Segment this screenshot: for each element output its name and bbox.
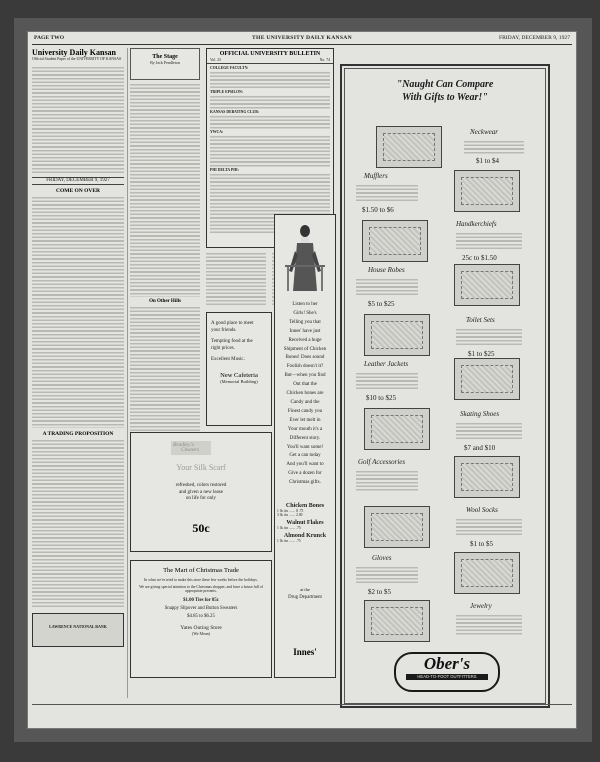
editorial-heading-come-on-over: COME ON OVER bbox=[56, 187, 100, 194]
innes-product-2-price: 1 lb. tin ....... .75 bbox=[277, 526, 301, 530]
bank-ad bbox=[32, 613, 124, 647]
issue-date: FRIDAY, DECEMBER 9, 1927 bbox=[498, 35, 570, 41]
item-toilet-sets-price: $1 to $25 bbox=[468, 350, 495, 358]
innes-product-3: Almond Krunck bbox=[283, 533, 327, 539]
innes-line-4: Innes' have just bbox=[289, 328, 321, 334]
neckwear-illustration bbox=[376, 126, 442, 168]
item-skating-shoes-desc bbox=[456, 422, 522, 440]
mart-para-2: We are giving special attention to the Christmas shopper, and have a house full of appropriate presents. bbox=[139, 584, 263, 594]
item-gloves-price: $2 to $5 bbox=[368, 588, 391, 596]
cleaners-logo-block bbox=[171, 441, 211, 455]
stage-header-box bbox=[130, 48, 200, 80]
innes-line-17: You'll want some! bbox=[286, 444, 324, 450]
innes-department: Drug Department bbox=[288, 595, 322, 600]
obers-headline-line-2: With Gifts to Wear!" bbox=[402, 92, 488, 103]
innes-line-15: Your mouth it's a bbox=[287, 426, 323, 432]
house-robes-illustration bbox=[454, 264, 520, 306]
bulletin-notices bbox=[207, 64, 333, 234]
innes-candy-ad bbox=[274, 214, 336, 678]
innes-product-1-price-a: 1 lb. tin ....... $ .75 bbox=[277, 509, 304, 513]
cafeteria-line-2: your friends. bbox=[211, 327, 237, 333]
newspaper-name: THE UNIVERSITY DAILY KANSAN bbox=[252, 35, 352, 41]
editorial-body-1 bbox=[32, 196, 124, 428]
item-leather-jackets-price: $10 to $25 bbox=[366, 394, 396, 402]
masthead-title: University Daily Kansan bbox=[32, 48, 117, 57]
innes-store-name: Innes' bbox=[293, 647, 317, 657]
editorial-dateline: FRIDAY, DECEMBER 9, 1927 bbox=[32, 177, 124, 185]
bulletin-heading-ywca: YWCA: bbox=[210, 130, 224, 134]
innes-product-1: Chicken Bones bbox=[285, 503, 325, 509]
innes-line-18: Get a can today bbox=[289, 453, 321, 459]
innes-line-2: Girls! She's bbox=[293, 310, 317, 316]
item-wool-socks-name: Wool Socks bbox=[466, 506, 498, 514]
cleaners-line-2: and given a new lease bbox=[179, 489, 223, 495]
bulletin-heading-faculty: COLLEGE FACULTY: bbox=[210, 66, 249, 70]
innes-product-1-price-b: 3 lb. tin ....... 2.00 bbox=[277, 513, 303, 517]
item-leather-jackets-desc bbox=[356, 372, 418, 390]
cafeteria-ad bbox=[206, 312, 272, 426]
stage-title: The Stage bbox=[152, 54, 178, 60]
obers-logo-text: Ober's bbox=[423, 654, 471, 673]
innes-at: at the bbox=[300, 587, 310, 592]
wool-socks-illustration bbox=[364, 506, 430, 548]
leather-jackets-illustration bbox=[454, 358, 520, 400]
bulletin-notice-4 bbox=[210, 135, 330, 167]
stage-byline: By Jack Pendleton bbox=[150, 60, 180, 65]
skating-shoes-illustration bbox=[364, 408, 430, 450]
innes-line-19: And you'll want to bbox=[286, 462, 324, 468]
cleaners-ad bbox=[130, 432, 272, 552]
item-handkerchiefs-name: Handkerchiefs bbox=[456, 220, 497, 228]
bank-ad-text: LAWRENCE NATIONAL BANK bbox=[49, 623, 107, 629]
innes-price-list bbox=[277, 503, 333, 543]
bulletin-number: No. 74 bbox=[319, 58, 330, 62]
innes-line-10: Out that the bbox=[293, 382, 317, 388]
item-neckwear-price: $1 to $4 bbox=[476, 157, 499, 165]
item-golf-accessories-name: Golf Accessories bbox=[358, 458, 406, 466]
item-mufflers-name: Mufflers bbox=[364, 172, 388, 180]
bottom-rule bbox=[32, 704, 572, 705]
cafeteria-line-1: A good place to meet bbox=[211, 321, 254, 326]
other-hills-body bbox=[130, 306, 200, 436]
innes-copy bbox=[275, 301, 335, 488]
cafeteria-location: (Memorial Building) bbox=[220, 378, 258, 384]
item-wool-socks-desc bbox=[456, 518, 522, 536]
bulletin-heading-epsilon: TRIPLE EPSILON: bbox=[210, 90, 244, 94]
item-skating-shoes-price: $7 and $10 bbox=[464, 444, 496, 452]
mart-store-sub: (We Mean) bbox=[191, 630, 210, 636]
mart-sweater-line: Snappy Slipover and Button Sweaters bbox=[164, 605, 238, 611]
bulletin-heading-debating: KANSAS DEBATING CLUB: bbox=[210, 110, 260, 114]
item-handkerchiefs-desc bbox=[456, 232, 522, 250]
cleaners-copy bbox=[131, 483, 271, 503]
cafeteria-line-5: Excellent Music. bbox=[211, 357, 245, 362]
christmas-mart-ad bbox=[130, 560, 272, 678]
mart-sweater-prices bbox=[131, 614, 271, 620]
innes-line-3: Telling you that bbox=[289, 319, 321, 325]
cleaners-price: 50c bbox=[192, 521, 210, 535]
item-house-robes-desc bbox=[356, 278, 418, 296]
item-golf-accessories-desc bbox=[356, 470, 418, 492]
editorial-body-2 bbox=[32, 439, 124, 607]
innes-line-16: Different story. bbox=[289, 435, 321, 441]
woman-figure-illustration bbox=[283, 221, 327, 295]
innes-line-8: Foolish doesn't it? bbox=[286, 364, 324, 370]
news-brief-1 bbox=[206, 252, 266, 306]
bulletin-issue-line bbox=[207, 57, 333, 64]
cleaners-line-3: on life for only bbox=[185, 496, 217, 501]
mufflers-illustration bbox=[454, 170, 520, 212]
item-gloves-desc bbox=[356, 566, 418, 584]
item-handkerchiefs-price: 25c to $1.50 bbox=[462, 254, 497, 262]
innes-line-6: Shipment of Chicken bbox=[283, 346, 327, 352]
innes-line-20: Give a dozen for bbox=[288, 471, 322, 477]
column-rule bbox=[127, 48, 128, 698]
innes-line-7: Bones! Does sound bbox=[285, 355, 325, 361]
mart-para-1: In what we've tried to make this store these few weeks before the holidays. bbox=[144, 578, 258, 582]
masthead-subtitle: Official Student Paper of the UNIVERSITY OF KANSAS bbox=[32, 57, 122, 61]
cafeteria-line-4: right prices. bbox=[211, 345, 235, 351]
obers-gift-ad bbox=[340, 64, 550, 708]
cleaners-brand: Bradley's bbox=[173, 442, 194, 448]
bulletin-title: OFFICIAL UNIVERSITY BULLETIN bbox=[219, 51, 321, 57]
gloves-illustration bbox=[454, 552, 520, 594]
bulletin-volume: Vol. 23 bbox=[210, 58, 221, 62]
bulletin-heading-phi: PHI DELTA PHI: bbox=[210, 168, 239, 172]
item-mufflers-price: $1.50 to $6 bbox=[362, 206, 394, 214]
innes-line-13: Finest candy you bbox=[287, 408, 323, 414]
item-neckwear-name: Neckwear bbox=[470, 128, 498, 136]
editorial-column bbox=[32, 48, 124, 647]
item-wool-socks-price: $1 to $5 bbox=[470, 540, 493, 548]
obers-tagline: HEAD-TO-FOOT OUTFITTERS bbox=[406, 674, 488, 680]
item-toilet-sets-name: Toilet Sets bbox=[466, 316, 495, 324]
other-hills-title: On Other Hills bbox=[149, 299, 181, 304]
item-mufflers-desc bbox=[356, 184, 418, 202]
item-toilet-sets-desc bbox=[456, 328, 522, 346]
handkerchiefs-illustration bbox=[362, 220, 428, 262]
item-skating-shoes-name: Skating Shoes bbox=[460, 410, 500, 418]
stage-column bbox=[130, 48, 200, 436]
item-house-robes-price: $5 to $25 bbox=[368, 300, 395, 308]
editorial-heading-trading: A TRADING PROPOSITION bbox=[42, 430, 114, 437]
bulletin-notice-2 bbox=[210, 95, 330, 109]
innes-product-3-price: 1 lb. tin ....... .75 bbox=[277, 539, 301, 543]
mart-tie-offer: $1.00 Ties for 85c bbox=[183, 597, 219, 603]
staff-listing bbox=[32, 66, 124, 174]
item-jewelry-name: Jewelry bbox=[470, 602, 492, 610]
jewelry-illustration bbox=[364, 600, 430, 642]
bulletin-notice-3 bbox=[210, 115, 330, 129]
innes-line-21: Christmas gifts. bbox=[289, 480, 321, 486]
cafeteria-copy bbox=[207, 313, 271, 364]
cleaners-word: Cleaners bbox=[181, 448, 200, 453]
innes-line-1: Listen to her bbox=[292, 302, 318, 307]
obers-headline bbox=[342, 78, 548, 104]
innes-line-9: But—when you find bbox=[284, 373, 326, 379]
innes-line-5: Received a huge bbox=[288, 337, 322, 343]
obers-headline-line-1: "Naught Can Compare bbox=[396, 79, 494, 90]
header-rule bbox=[32, 44, 572, 45]
mart-price-low: $4.85 bbox=[187, 613, 198, 619]
item-gloves-name: Gloves bbox=[372, 554, 392, 562]
golf-accessories-illustration bbox=[454, 456, 520, 498]
cleaners-line-1: refreshed, colors restored bbox=[175, 483, 227, 488]
innes-line-11: Chicken bones are bbox=[286, 391, 324, 397]
stage-body bbox=[130, 83, 200, 297]
item-neckwear-desc bbox=[464, 140, 524, 154]
item-jewelry-desc bbox=[456, 614, 522, 636]
item-leather-jackets-name: Leather Jackets bbox=[364, 360, 409, 368]
innes-product-2: Walnut Flakes bbox=[286, 520, 324, 526]
mart-price-high: $6.25 bbox=[204, 613, 215, 619]
toilet-sets-illustration bbox=[364, 314, 430, 356]
obers-logo bbox=[394, 652, 500, 692]
mart-store-name: Yates Outing Store bbox=[180, 624, 222, 631]
innes-line-12: Candy and the bbox=[290, 399, 320, 405]
bulletin-notice-1 bbox=[210, 71, 330, 89]
mart-price-to: to bbox=[199, 613, 203, 619]
cleaners-headline: Your Silk Scarf bbox=[176, 463, 226, 472]
item-house-robes-name: House Robes bbox=[368, 266, 405, 274]
cafeteria-line-3: Tempting food at the bbox=[211, 339, 253, 344]
newspaper-page bbox=[28, 32, 576, 728]
mart-title: The Mart of Christmas Trade bbox=[163, 567, 239, 574]
page-number: PAGE TWO bbox=[34, 35, 65, 41]
cafeteria-name: New Cafeteria bbox=[220, 371, 258, 379]
innes-line-14: Ever let melt in bbox=[289, 417, 321, 423]
